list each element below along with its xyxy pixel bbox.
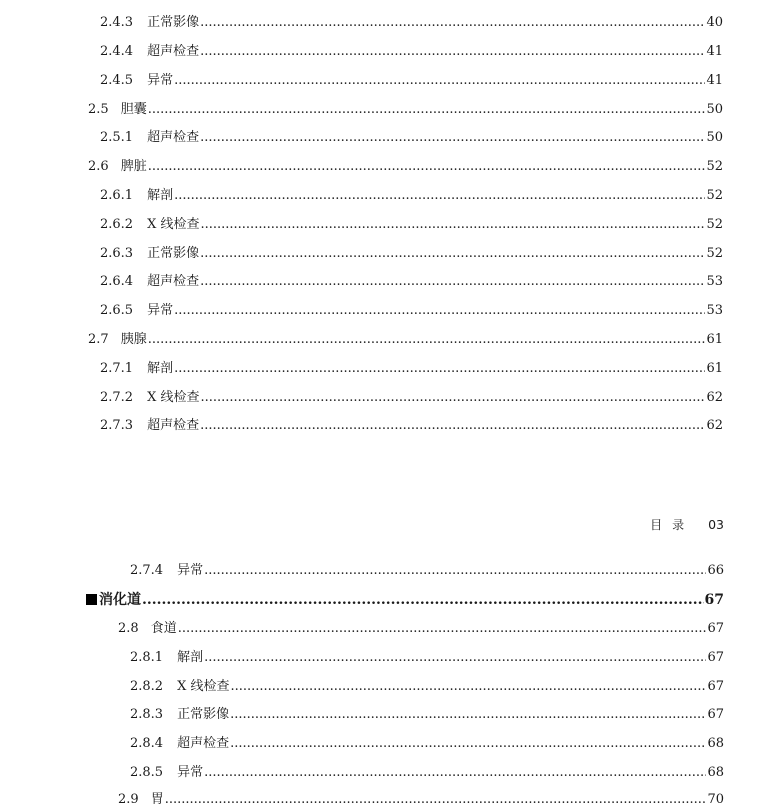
- toc-entry-number: 2.5: [88, 102, 109, 117]
- toc-section-title: 消化道: [99, 592, 141, 608]
- toc-entry-page: 67: [707, 650, 724, 665]
- toc-entry-number: 2.8.2: [130, 679, 164, 694]
- toc-entry-number: 2.7.3: [100, 418, 134, 433]
- toc-entry-page: 50: [706, 102, 723, 117]
- toc-entry-title: 超声检查: [147, 44, 200, 59]
- toc-entry-2-4-5[interactable]: [100, 71, 723, 91]
- toc-entry-number: 2.6.1: [100, 188, 134, 203]
- toc-entry-page: 40: [706, 15, 723, 30]
- toc-entry-title: 异常: [177, 563, 204, 578]
- toc-entry-2-5-1[interactable]: [100, 128, 723, 148]
- toc-entry-number: 2.8.3: [130, 707, 164, 722]
- toc-entry-number: 2.6: [88, 159, 109, 174]
- toc-entry-page: 67: [707, 679, 724, 694]
- toc-entry-number: 2.7: [88, 332, 109, 347]
- toc-entry-title: 超声检查: [147, 130, 200, 145]
- toc-entry-title: 食道: [150, 621, 177, 636]
- toc-entry-page: 53: [706, 303, 723, 318]
- toc-entry-title: 解剖: [177, 650, 204, 665]
- leader-dots: [200, 42, 705, 62]
- toc-entry-title: 异常: [147, 303, 174, 318]
- toc-entry-2-7-2[interactable]: [100, 388, 723, 408]
- toc-entry-number: 2.8.1: [130, 650, 164, 665]
- toc-entry-title: 异常: [147, 73, 174, 88]
- header-title: 目录: [650, 518, 695, 532]
- toc-entry-number: 2.6.2: [100, 217, 134, 232]
- toc-entry-title: X 线检查: [147, 217, 200, 232]
- toc-entry-page: 66: [707, 563, 724, 578]
- toc-entry-page: 53: [706, 274, 723, 289]
- leader-dots: [142, 590, 704, 610]
- leader-dots: [200, 128, 705, 148]
- toc-entry-number: 2.6.3: [100, 246, 134, 261]
- toc-entry-title: 正常影像: [147, 246, 200, 261]
- toc-entry-title: 超声检查: [177, 736, 230, 751]
- toc-entry-page: 67: [707, 707, 724, 722]
- toc-entry-number: 2.8.4: [130, 736, 164, 751]
- running-header: [650, 515, 724, 535]
- leader-dots: [148, 330, 706, 350]
- toc-entry-number: 2.8.5: [130, 765, 164, 780]
- leader-dots: [204, 561, 706, 581]
- toc-entry-page: 52: [706, 217, 723, 232]
- leader-dots: [200, 244, 705, 264]
- toc-entry-2-6-3[interactable]: [100, 244, 723, 264]
- toc-entry-number: 2.4.5: [100, 73, 134, 88]
- toc-entry-page: 62: [706, 390, 723, 405]
- toc-entry-title: 胆囊: [120, 102, 147, 117]
- toc-section-digestive-tract[interactable]: [86, 590, 724, 610]
- toc-entry-number: 2.5.1: [100, 130, 134, 145]
- toc-entry-title: 解剖: [147, 188, 174, 203]
- toc-entry-number: 2.6.5: [100, 303, 134, 318]
- toc-entry-2-7[interactable]: [88, 330, 723, 350]
- toc-entry-page: 67: [707, 621, 724, 636]
- toc-entry-page: 62: [706, 418, 723, 433]
- leader-dots: [230, 734, 706, 754]
- toc-entry-page: 61: [706, 332, 723, 347]
- toc-entry-number: 2.7.4: [130, 563, 164, 578]
- toc-entry-2-7-4[interactable]: [130, 561, 724, 581]
- toc-entry-page: 68: [707, 736, 724, 751]
- toc-entry-number: 2.9: [118, 792, 139, 807]
- leader-dots: [200, 416, 705, 436]
- leader-dots: [174, 186, 705, 206]
- toc-entry-title: 正常影像: [177, 707, 230, 722]
- toc-entry-title: 解剖: [147, 361, 174, 376]
- toc-entry-page: 52: [706, 246, 723, 261]
- leader-dots: [204, 648, 706, 668]
- toc-entry-page: 52: [706, 188, 723, 203]
- toc-entry-title: 胰腺: [120, 332, 147, 347]
- toc-entry-2-5[interactable]: [88, 100, 723, 120]
- leader-dots: [178, 619, 707, 639]
- toc-entry-2-7-1[interactable]: [100, 359, 723, 379]
- toc-entry-title: 异常: [177, 765, 204, 780]
- toc-entry-title: 正常影像: [147, 15, 200, 30]
- leader-dots: [165, 790, 707, 810]
- leader-dots: [148, 100, 706, 120]
- toc-entry-page: 52: [706, 159, 723, 174]
- toc-entry-title: 脾脏: [120, 159, 147, 174]
- toc-entry-2-8-1[interactable]: [130, 648, 724, 668]
- leader-dots: [200, 215, 705, 235]
- toc-entry-title: 超声检查: [147, 418, 200, 433]
- toc-entry-2-4-3[interactable]: [100, 13, 723, 33]
- toc-entry-2-6-4[interactable]: [100, 272, 723, 292]
- toc-entry-page: 41: [706, 73, 723, 88]
- leader-dots: [148, 157, 706, 177]
- leader-dots: [200, 388, 705, 408]
- toc-entry-number: 2.7.1: [100, 361, 134, 376]
- toc-entry-page: 68: [707, 765, 724, 780]
- toc-entry-page: 41: [706, 44, 723, 59]
- toc-entry-number: 2.8: [118, 621, 139, 636]
- leader-dots: [200, 272, 705, 292]
- leader-dots: [174, 71, 705, 91]
- leader-dots: [200, 13, 705, 33]
- toc-entry-2-8[interactable]: [118, 619, 724, 639]
- toc-entry-title: 胃: [150, 792, 164, 807]
- toc-entry-number: 2.7.2: [100, 390, 134, 405]
- toc-entry-2-6-1[interactable]: [100, 186, 723, 206]
- toc-entry-2-6[interactable]: [88, 157, 723, 177]
- leader-dots: [174, 301, 705, 321]
- leader-dots: [204, 763, 706, 783]
- leader-dots: [174, 359, 705, 379]
- header-page-number: 03: [708, 517, 724, 532]
- toc-entry-2-8-5[interactable]: [130, 763, 724, 783]
- toc-entry-page: 67: [704, 592, 724, 608]
- toc-entry-2-6-2[interactable]: [100, 215, 723, 235]
- toc-entry-title: X 线检查: [177, 679, 230, 694]
- black-square-icon: [86, 594, 97, 605]
- toc-entry-2-4-4[interactable]: [100, 42, 723, 62]
- toc-entry-2-8-4[interactable]: [130, 734, 724, 754]
- toc-entry-2-6-5[interactable]: [100, 301, 723, 321]
- toc-entry-2-8-3[interactable]: [130, 705, 724, 725]
- leader-dots: [230, 705, 706, 725]
- toc-entry-2-8-2[interactable]: [130, 677, 724, 697]
- toc-entry-page: 70: [707, 792, 724, 807]
- toc-entry-title: X 线检查: [147, 390, 200, 405]
- toc-entry-number: 2.4.3: [100, 15, 134, 30]
- toc-entry-number: 2.4.4: [100, 44, 134, 59]
- toc-entry-2-9[interactable]: [118, 790, 724, 810]
- toc-entry-number: 2.6.4: [100, 274, 134, 289]
- toc-entry-page: 50: [706, 130, 723, 145]
- toc-entry-2-7-3[interactable]: [100, 416, 723, 436]
- toc-entry-page: 61: [706, 361, 723, 376]
- leader-dots: [230, 677, 706, 697]
- toc-entry-title: 超声检查: [147, 274, 200, 289]
